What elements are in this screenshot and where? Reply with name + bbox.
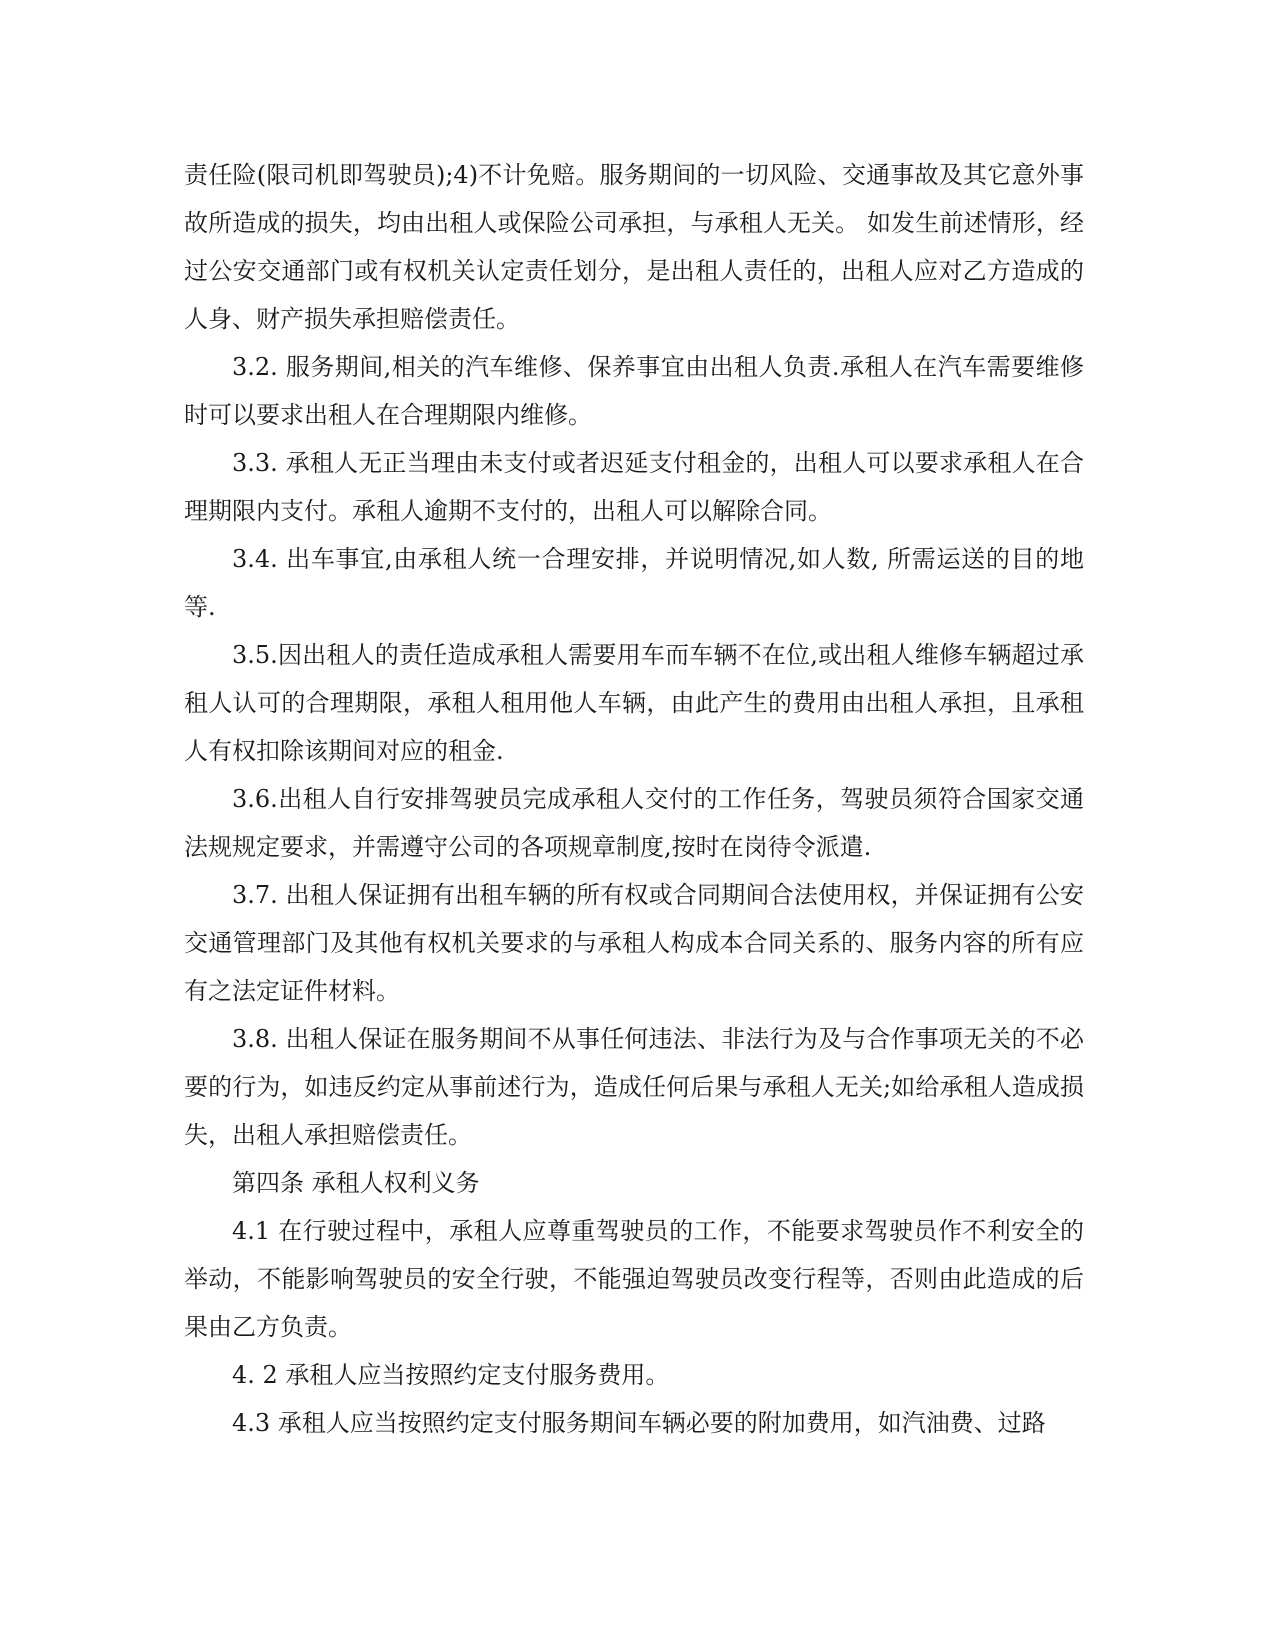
paragraph-3-7-ownership: 3.7. 出租人保证拥有出租车辆的所有权或合同期间合法使用权，并保证拥有公安交通管理部门及其他有权机关要求的与承租人构成本合同关系的、服务内容的所有应有之法定证件材料。 bbox=[184, 881, 1084, 1005]
paragraph-3-8-legal-conduct: 3.8. 出租人保证在服务期间不从事任何违法、非法行为及与合作事项无关的不必要的行为，如违反约定从事前述行为，造成任何后果与承租人无关;如给承租人造成损失，出租人承担赔偿责任。 bbox=[184, 1025, 1084, 1149]
paragraph-3-3-payment: 3.3. 承租人无正当理由未支付或者迟延支付租金的，出租人可以要求承租人在合理期限内支付。承租人逾期不支付的，出租人可以解除合同。 bbox=[184, 449, 1084, 525]
paragraph-insurance-liability: 责任险(限司机即驾驶员);4)不计免赔。服务期间的一切风险、交通事故及其它意外事故所造成的损失，均由出租人或保险公司承担，与承租人无关。 如发生前述情形，经过公安交通部门或有权机关认定责任划分，是出租人责任的，出租人应对乙方造成的人身、财产损失承担赔偿责任。 bbox=[184, 161, 1084, 333]
paragraph-3-6-driver: 3.6.出租人自行安排驾驶员完成承租人交付的工作任务，驾驶员须符合国家交通法规规定要求，并需遵守公司的各项规章制度,按时在岗待令派遣. bbox=[184, 785, 1084, 861]
paragraph-4-1-respect-driver: 4.1 在行驶过程中，承租人应尊重驾驶员的工作，不能要求驾驶员作不利安全的举动，不能影响驾驶员的安全行驶，不能强迫驾驶员改变行程等，否则由此造成的后果由乙方负责。 bbox=[184, 1217, 1084, 1341]
document-body bbox=[184, 151, 1084, 1447]
paragraph-3-2-maintenance: 3.2. 服务期间,相关的汽车维修、保养事宜由出租人负责.承租人在汽车需要维修时可以要求出租人在合理期限内维修。 bbox=[184, 353, 1084, 429]
paragraph-4-2-service-fee: 4. 2 承租人应当按照约定支付服务费用。 bbox=[232, 1361, 670, 1389]
paragraph-3-4-dispatch: 3.4. 出车事宜,由承租人统一合理安排，并说明情况,如人数, 所需运送的目的地等. bbox=[184, 545, 1084, 621]
paragraph-3-5-vehicle-unavailable: 3.5.因出租人的责任造成承租人需要用车而车辆不在位,或出租人维修车辆超过承租人认可的合理期限，承租人租用他人车辆，由此产生的费用由出租人承担，且承租人有权扣除该期间对应的租金. bbox=[184, 641, 1084, 765]
section-heading-article-4: 第四条 承租人权利义务 bbox=[232, 1169, 480, 1197]
paragraph-4-3-additional-fees: 4.3 承租人应当按照约定支付服务期间车辆必要的附加费用，如汽油费、过路 bbox=[232, 1409, 1046, 1437]
